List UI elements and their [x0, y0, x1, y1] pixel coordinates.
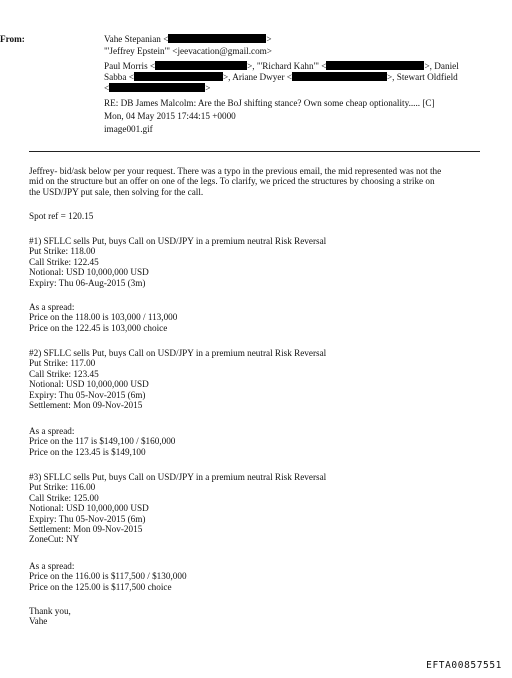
text-line: Expiry: Thu 05-Nov-2015 (6m) [29, 513, 146, 524]
text-line: Thank you, [29, 606, 71, 616]
redaction-box [168, 34, 266, 43]
text-line: Price on the 116.00 is $117,500 / $130,000 [29, 571, 187, 582]
subject-value: RE: DB James Malcolm: Are the BoJ shifting stance? Own some cheap optionality..... [C] [104, 98, 435, 108]
date-value: Mon, 04 May 2015 17:44:15 +0000 [104, 111, 236, 121]
text-line: As a spread: [29, 426, 75, 436]
from-name: Vahe Stepanian < [104, 34, 169, 44]
text-line: #1) SFLLC sells Put, buys Call on USD/JPY in a premium neutral Risk Reversal [29, 236, 327, 246]
structure-2-spread [29, 426, 484, 457]
text-line: mid on the structure but an offer on one of the legs. To clarify, we priced the structures by choosing a strike on [29, 176, 435, 187]
text-line: Jeffrey- bid/ask below per your request. There was a typo in the previous email, the mid represented was not the [29, 166, 442, 176]
text-line: ZoneCut: NY [29, 534, 80, 545]
text-line: #2) SFLLC sells Put, buys Call on USD/JPY in a premium neutral Risk Reversal [29, 348, 327, 358]
text-line: Price on the 125.00 is $117,500 choice [29, 581, 172, 592]
inline-images-value: image001.gif [104, 124, 153, 134]
header-divider [29, 151, 480, 152]
redaction-box [109, 83, 205, 92]
text-line: Put Strike: 116.00 [29, 482, 96, 493]
redaction-box [292, 72, 387, 81]
spot-reference [29, 211, 484, 221]
structure-1 [29, 236, 484, 288]
structure-3-spread [29, 561, 484, 592]
cc-text: >, Daniel [424, 61, 459, 71]
text-line: Price on the 118.00 is 103,000 / 113,000 [29, 312, 178, 323]
text-line: Put Strike: 118.00 [29, 246, 96, 257]
text-line: Call Strike: 122.45 [29, 256, 99, 267]
closing [29, 606, 484, 627]
structure-1-spread [29, 302, 484, 333]
text-line: Notional: USD 10,000,000 USD [29, 379, 149, 390]
text-line: the USD/JPY put sale, then solving for the call. [29, 186, 204, 197]
text-line: #3) SFLLC sells Put, buys Call on USD/JPY in a premium neutral Risk Reversal [29, 472, 327, 482]
from-close: > [266, 34, 272, 44]
text-line: Settlement: Mon 09-Nov-2015 [29, 400, 143, 411]
cc-line-1 [104, 61, 459, 71]
text-line: Expiry: Thu 06-Aug-2015 (3m) [29, 277, 146, 288]
cc-text: < [104, 83, 110, 93]
text-line: Expiry: Thu 05-Nov-2015 (6m) [29, 389, 146, 400]
cc-text: > [205, 83, 211, 93]
redaction-box [134, 72, 223, 81]
cc-text: >, Stewart Oldfield [386, 72, 458, 82]
signature-name: Vahe [29, 616, 48, 627]
cc-line-3 [104, 83, 210, 93]
text-line: Call Strike: 125.00 [29, 492, 99, 503]
text-line: Price on the 123.45 is $149,100 [29, 446, 146, 457]
cc-text: >, Ariane Dwyer < [222, 72, 292, 82]
text-line: As a spread: [29, 561, 75, 571]
cc-text: >, "'Richard Kahn'" < [247, 61, 327, 71]
cc-text: Sabba < [104, 72, 134, 82]
text-line: Notional: USD 10,000,000 USD [29, 267, 149, 278]
cc-text: Paul Morris < [104, 61, 156, 71]
intro-paragraph [29, 166, 484, 197]
text-line: Spot ref = 120.15 [29, 211, 94, 221]
cc-line-2 [104, 72, 458, 82]
redaction-box [155, 61, 247, 70]
from-value [104, 34, 272, 44]
redaction-box [326, 61, 424, 70]
text-line: As a spread: [29, 302, 75, 312]
text-line: Settlement: Mon 09-Nov-2015 [29, 524, 143, 535]
document-id: EFTA00857551 [426, 660, 502, 671]
structure-2 [29, 348, 484, 410]
to-value: "'Jeffrey Epstein'" <jeevacation@gmail.com> [104, 46, 272, 56]
text-line: Notional: USD 10,000,000 USD [29, 503, 149, 514]
structure-3 [29, 472, 484, 545]
text-line: Price on the 117 is $149,100 / $160,000 [29, 436, 176, 447]
text-line: Call Strike: 123.45 [29, 368, 99, 379]
text-line: Put Strike: 117.00 [29, 358, 96, 369]
text-line: Price on the 122.45 is 103,000 choice [29, 322, 168, 333]
